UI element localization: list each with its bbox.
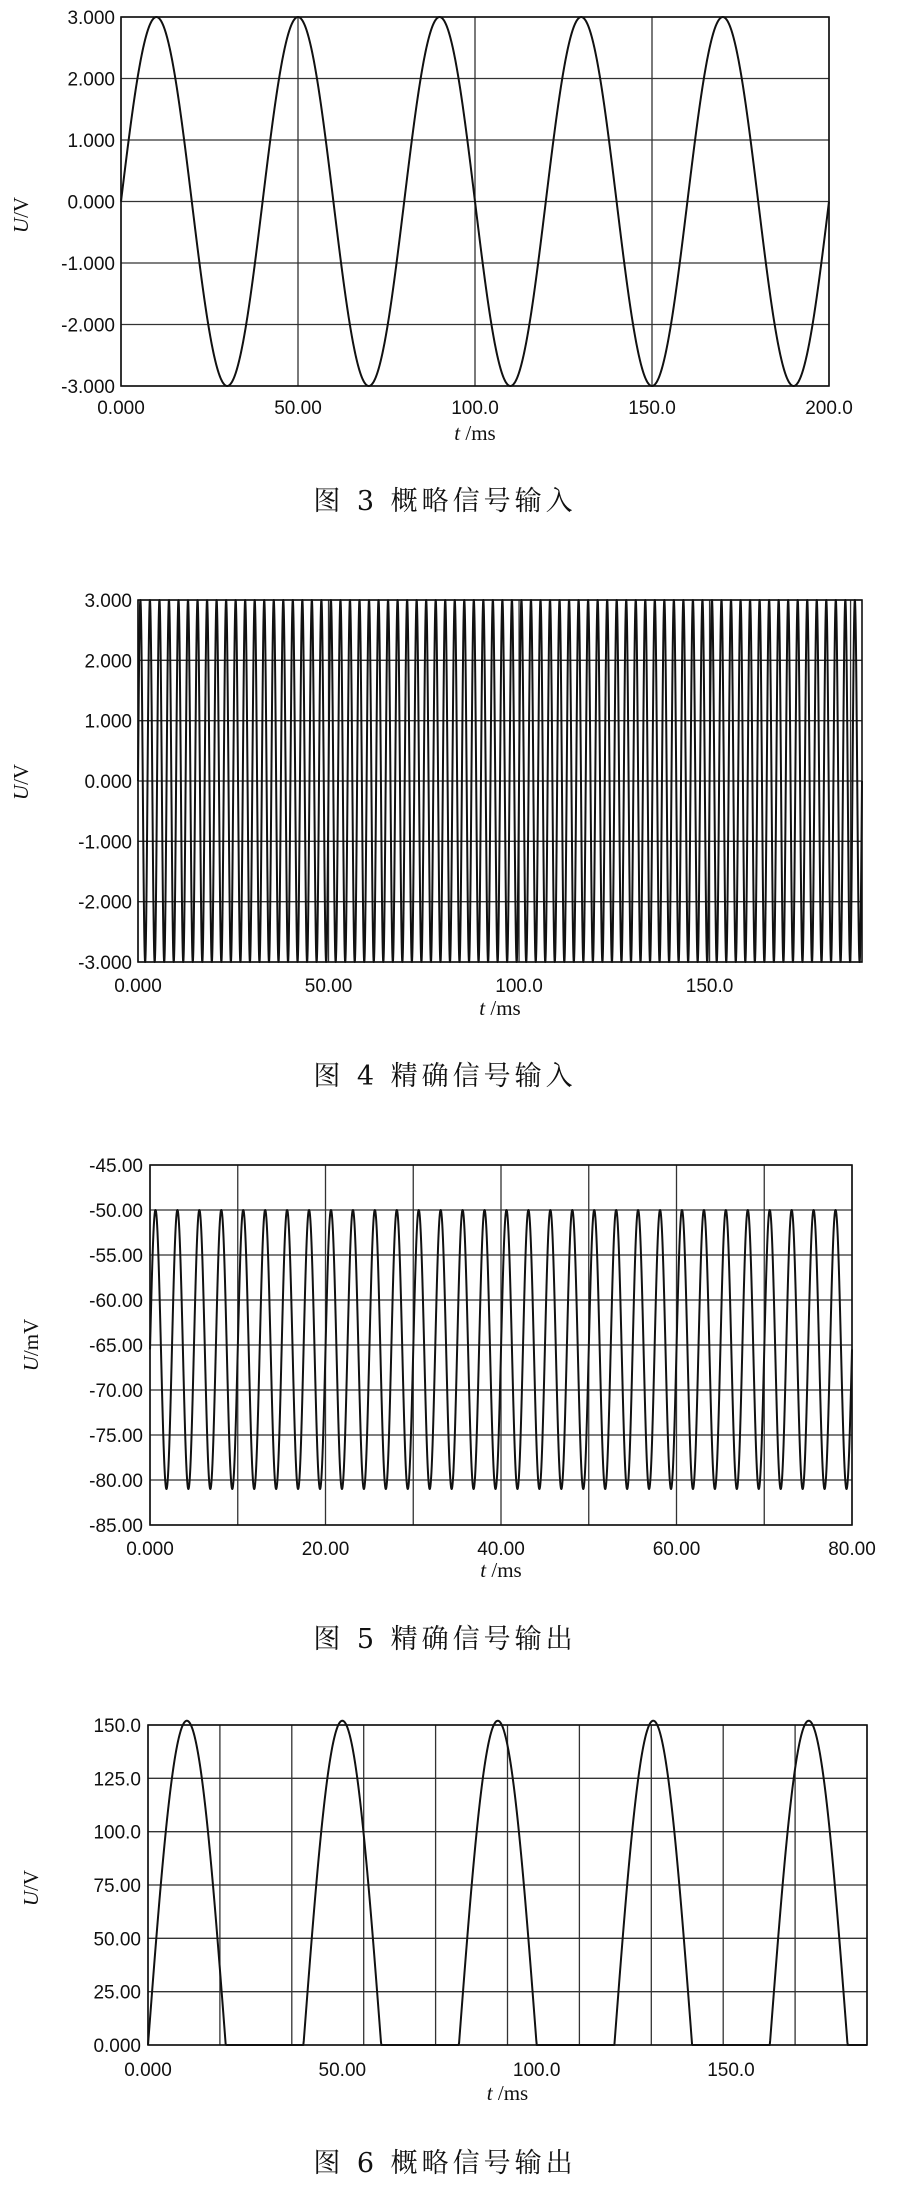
- x-tick-label: 50.00: [318, 2060, 367, 2081]
- x-tick-label: 50.00: [274, 398, 322, 419]
- x-axis-unit: /ms: [490, 996, 521, 1020]
- chart-3: [19, 1156, 876, 1655]
- x-tick-label: 0.000: [97, 398, 145, 419]
- y-tick-label: -3.000: [78, 953, 132, 974]
- chart-1: [9, 8, 853, 517]
- y-tick-label: -70.00: [89, 1381, 143, 1402]
- x-tick-label: 100.0: [495, 976, 543, 997]
- chart-2: [9, 591, 862, 1092]
- x-tick-label: 60.00: [652, 1539, 701, 1560]
- x-tick-label: 40.00: [477, 1539, 525, 1560]
- y-tick-label: 50.00: [93, 1929, 141, 1951]
- y-tick-label: -80.00: [89, 1471, 143, 1492]
- y-tick-label: 125.0: [93, 1769, 141, 1791]
- y-axis-unit: /V: [9, 763, 33, 785]
- y-tick-label: 25.00: [93, 1982, 141, 2004]
- series-line: [138, 600, 862, 962]
- y-axis-var: U: [19, 1356, 43, 1372]
- y-axis-label: [19, 1870, 43, 1906]
- y-tick-label: -3.000: [61, 377, 115, 398]
- x-tick-label: 0.000: [114, 976, 162, 997]
- y-axis-var: U: [9, 784, 33, 801]
- x-axis-unit: /ms: [491, 1558, 522, 1582]
- y-tick-label: 0.000: [84, 772, 132, 793]
- x-axis-label: [454, 421, 495, 445]
- y-axis-unit: /V: [9, 196, 33, 218]
- x-tick-label: 0.000: [124, 2060, 172, 2081]
- x-tick-label: 20.00: [301, 1539, 350, 1560]
- y-tick-label: 1.000: [67, 131, 115, 152]
- x-axis-var: t: [454, 421, 466, 445]
- x-tick-label: 100.0: [512, 2060, 561, 2081]
- x-tick-label: 100.0: [451, 398, 499, 419]
- y-tick-label: 3.000: [67, 8, 115, 29]
- x-axis-var: t: [479, 996, 491, 1020]
- y-tick-label: 75.00: [93, 1876, 141, 1897]
- y-tick-label: -60.00: [89, 1291, 143, 1312]
- y-axis-var: U: [19, 1890, 43, 1907]
- x-tick-label: 80.00: [828, 1539, 876, 1560]
- y-tick-label: -1.000: [78, 832, 132, 854]
- y-tick-label: 0.000: [67, 192, 115, 214]
- y-axis-unit: /V: [19, 1869, 43, 1891]
- y-axis-label: [9, 764, 33, 800]
- x-axis-label: [479, 996, 520, 1020]
- y-tick-label: 2.000: [84, 651, 132, 673]
- y-tick-label: -1.000: [61, 254, 115, 275]
- y-tick-label: 3.000: [84, 591, 132, 612]
- x-axis-unit: /ms: [465, 421, 496, 445]
- figure-caption: 图 6 概略信号输出: [313, 2148, 577, 2179]
- figure-caption: 图 3 概略信号输入: [313, 486, 577, 517]
- x-tick-label: 150.0: [707, 2060, 755, 2081]
- y-tick-label: -2.000: [78, 892, 132, 914]
- y-tick-label: -75.00: [89, 1426, 143, 1447]
- y-tick-label: -55.00: [89, 1246, 143, 1267]
- y-axis-label: [9, 197, 33, 233]
- y-tick-label: -45.00: [89, 1156, 143, 1177]
- y-tick-label: -85.00: [89, 1516, 143, 1537]
- x-tick-label: 200.0: [805, 398, 853, 419]
- y-tick-label: 150.0: [93, 1716, 141, 1737]
- y-axis-unit: /mV: [19, 1318, 43, 1357]
- x-tick-label: 0.000: [126, 1539, 174, 1560]
- y-tick-label: 1.000: [84, 711, 132, 733]
- x-tick-label: 150.0: [685, 976, 734, 997]
- y-tick-label: 0.000: [93, 2036, 141, 2057]
- y-axis-var: U: [9, 217, 33, 234]
- x-axis-label: [480, 1558, 521, 1582]
- x-axis-unit: /ms: [497, 2081, 529, 2105]
- figure-caption: 图 4 精确信号输入: [313, 1061, 577, 1092]
- y-tick-label: -2.000: [61, 315, 115, 337]
- x-tick-label: 50.00: [304, 976, 353, 997]
- y-axis-label: [19, 1319, 43, 1372]
- x-tick-label: 150.0: [628, 398, 676, 419]
- y-tick-label: 100.0: [93, 1822, 141, 1844]
- chart-4: [19, 1716, 867, 2179]
- y-tick-label: -50.00: [89, 1201, 143, 1222]
- figure-caption: 图 5 精确信号输出: [313, 1624, 577, 1655]
- x-axis-var: t: [480, 1558, 492, 1582]
- x-axis-label: [487, 2081, 528, 2105]
- y-tick-label: 2.000: [67, 69, 115, 91]
- y-tick-label: -65.00: [89, 1336, 143, 1357]
- x-axis-var: t: [486, 2081, 498, 2105]
